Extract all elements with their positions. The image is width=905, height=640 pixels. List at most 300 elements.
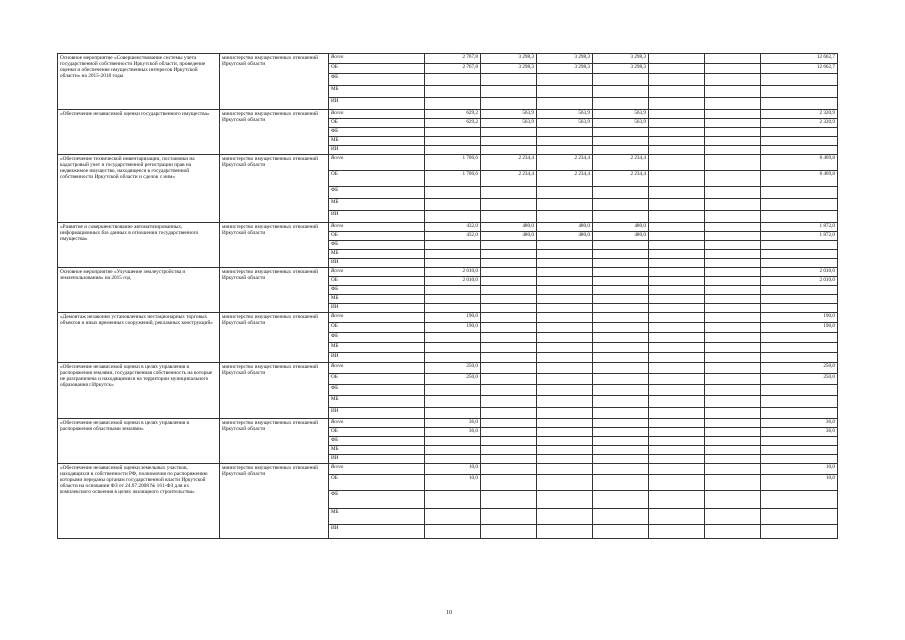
funding-source-cell: Всего (329, 223, 425, 232)
year-value-cell (649, 171, 705, 187)
year-value-cell (705, 211, 761, 223)
year-value-cell (649, 509, 705, 525)
year-value-cell: 190,0 (425, 323, 481, 333)
year-value-cell (481, 333, 537, 343)
year-value-cell (593, 446, 649, 455)
year-value-cell: 563,9 (481, 110, 537, 119)
total-value-cell (761, 295, 838, 304)
funding-source-cell: Всего (329, 268, 425, 277)
year-value-cell (705, 241, 761, 250)
year-value-cell (537, 491, 593, 509)
year-value-cell (537, 374, 593, 385)
year-value-cell (537, 250, 593, 259)
funding-source-cell: ОБ (329, 171, 425, 187)
year-value-cell (705, 419, 761, 428)
year-value-cell (537, 295, 593, 304)
total-value-cell (761, 333, 838, 343)
funding-source-cell: Всего (329, 363, 425, 374)
total-value-cell (761, 353, 838, 363)
funding-source-cell: Всего (329, 313, 425, 323)
year-value-cell: 480,0 (593, 223, 649, 232)
year-value-cell (705, 408, 761, 419)
funding-source-cell: Всего (329, 419, 425, 428)
total-value-cell (761, 128, 838, 137)
funding-source-cell: ОБ (329, 119, 425, 128)
year-value-cell (593, 455, 649, 464)
total-value-cell: 1 872,0 (761, 223, 838, 232)
year-value-cell (481, 199, 537, 211)
total-value-cell: 2 320,9 (761, 110, 838, 119)
year-value-cell (481, 86, 537, 98)
year-value-cell (649, 437, 705, 446)
funding-source-cell: ФБ (329, 74, 425, 86)
funding-source-cell: ОБ (329, 64, 425, 74)
year-value-cell (593, 437, 649, 446)
year-value-cell (481, 363, 537, 374)
year-value-cell (425, 137, 481, 146)
year-value-cell (705, 323, 761, 333)
total-value-cell: 8 469,8 (761, 155, 838, 171)
year-value-cell (593, 343, 649, 353)
year-value-cell (649, 363, 705, 374)
year-value-cell (705, 464, 761, 475)
executor-cell: министерство имущественных отношений Иркутской области (220, 54, 329, 110)
year-value-cell (537, 475, 593, 491)
activity-name-cell: «Обеспечение независимой оценки государственного имущества» (58, 110, 220, 155)
year-value-cell (481, 286, 537, 295)
total-value-cell (761, 146, 838, 155)
year-value-cell (537, 211, 593, 223)
funding-source-cell: МБ (329, 199, 425, 211)
year-value-cell: 36,0 (425, 419, 481, 428)
year-value-cell (537, 74, 593, 86)
total-value-cell: 190,0 (761, 323, 838, 333)
year-value-cell: 563,9 (537, 110, 593, 119)
table-row (58, 464, 838, 475)
year-value-cell (593, 396, 649, 408)
page-number: 10 (446, 610, 452, 616)
year-value-cell: 36,0 (425, 428, 481, 437)
year-value-cell (705, 385, 761, 396)
year-value-cell (649, 64, 705, 74)
year-value-cell (481, 385, 537, 396)
funding-source-cell: МБ (329, 86, 425, 98)
year-value-cell (481, 313, 537, 323)
year-value-cell: 10,0 (425, 464, 481, 475)
activity-name-cell: «Обеспечение независимой оценки в целях управления и распоряжения областными землями» (58, 419, 220, 464)
year-value-cell: 563,9 (537, 119, 593, 128)
year-value-cell (425, 437, 481, 446)
year-value-cell (593, 475, 649, 491)
year-value-cell (593, 323, 649, 333)
year-value-cell (537, 241, 593, 250)
year-value-cell (537, 363, 593, 374)
year-value-cell (425, 353, 481, 363)
year-value-cell (649, 491, 705, 509)
year-value-cell (593, 250, 649, 259)
year-value-cell (593, 86, 649, 98)
year-value-cell (649, 464, 705, 475)
funding-source-cell: МБ (329, 137, 425, 146)
year-value-cell (481, 128, 537, 137)
year-value-cell (705, 446, 761, 455)
year-value-cell (649, 374, 705, 385)
year-value-cell (705, 428, 761, 437)
year-value-cell (649, 455, 705, 464)
year-value-cell (537, 86, 593, 98)
funding-source-cell: Всего (329, 155, 425, 171)
year-value-cell (537, 146, 593, 155)
year-value-cell (537, 419, 593, 428)
budget-table (57, 53, 838, 539)
year-value-cell (705, 313, 761, 323)
total-value-cell: 2 320,9 (761, 119, 838, 128)
year-value-cell (481, 343, 537, 353)
year-value-cell (425, 146, 481, 155)
year-value-cell (649, 396, 705, 408)
year-value-cell (705, 509, 761, 525)
year-value-cell (425, 241, 481, 250)
year-value-cell (537, 437, 593, 446)
funding-source-cell: ФБ (329, 187, 425, 199)
year-value-cell (481, 259, 537, 268)
year-value-cell (649, 259, 705, 268)
year-value-cell (649, 128, 705, 137)
year-value-cell (425, 295, 481, 304)
total-value-cell: 36,0 (761, 419, 838, 428)
year-value-cell (481, 408, 537, 419)
year-value-cell (481, 475, 537, 491)
year-value-cell (705, 396, 761, 408)
year-value-cell (649, 295, 705, 304)
year-value-cell (593, 259, 649, 268)
funding-source-cell: ОБ (329, 232, 425, 241)
funding-source-cell: ФБ (329, 286, 425, 295)
year-value-cell (593, 199, 649, 211)
year-value-cell (649, 232, 705, 241)
total-value-cell (761, 509, 838, 525)
funding-source-cell: МБ (329, 396, 425, 408)
year-value-cell (705, 286, 761, 295)
year-value-cell (593, 146, 649, 155)
year-value-cell (425, 128, 481, 137)
year-value-cell (537, 199, 593, 211)
year-value-cell (649, 323, 705, 333)
year-value-cell (537, 304, 593, 313)
year-value-cell (649, 286, 705, 295)
year-value-cell (425, 286, 481, 295)
year-value-cell (649, 475, 705, 491)
year-value-cell (481, 455, 537, 464)
year-value-cell (537, 525, 593, 539)
funding-source-cell: МБ (329, 250, 425, 259)
year-value-cell (537, 464, 593, 475)
year-value-cell (593, 128, 649, 137)
year-value-cell (705, 333, 761, 343)
year-value-cell (481, 525, 537, 539)
year-value-cell: 250,0 (425, 363, 481, 374)
year-value-cell (481, 277, 537, 286)
executor-cell: министерство имущественных отношений Иркутской области (220, 268, 329, 313)
executor-cell: министерство имущественных отношений Иркутской области (220, 363, 329, 419)
funding-source-cell: ОБ (329, 277, 425, 286)
year-value-cell: 3 298,3 (481, 64, 537, 74)
year-value-cell (481, 211, 537, 223)
year-value-cell (537, 428, 593, 437)
total-value-cell: 12 662,7 (761, 54, 838, 64)
year-value-cell (593, 74, 649, 86)
year-value-cell (425, 74, 481, 86)
year-value-cell (705, 353, 761, 363)
total-value-cell: 2 010,0 (761, 268, 838, 277)
year-value-cell (537, 446, 593, 455)
year-value-cell (425, 509, 481, 525)
year-value-cell (705, 98, 761, 110)
total-value-cell (761, 187, 838, 199)
year-value-cell (481, 419, 537, 428)
executor-cell: министерство имущественных отношений Иркутской области (220, 419, 329, 464)
total-value-cell (761, 491, 838, 509)
year-value-cell (481, 491, 537, 509)
total-value-cell: 36,0 (761, 428, 838, 437)
year-value-cell (481, 437, 537, 446)
year-value-cell (537, 137, 593, 146)
year-value-cell (705, 119, 761, 128)
year-value-cell (649, 146, 705, 155)
year-value-cell (649, 86, 705, 98)
year-value-cell (425, 491, 481, 509)
year-value-cell (593, 408, 649, 419)
year-value-cell (649, 419, 705, 428)
year-value-cell (705, 110, 761, 119)
funding-source-cell: ИИ (329, 408, 425, 419)
year-value-cell (649, 110, 705, 119)
year-value-cell (705, 525, 761, 539)
year-value-cell (537, 313, 593, 323)
year-value-cell (705, 455, 761, 464)
activity-name-cell: «Развитие и совершенствование автоматизированных, информационных баз данных в отношении государственного имущества» (58, 223, 220, 268)
total-value-cell: 250,0 (761, 374, 838, 385)
year-value-cell (649, 241, 705, 250)
year-value-cell (705, 86, 761, 98)
year-value-cell: 2 010,0 (425, 268, 481, 277)
year-value-cell (593, 277, 649, 286)
year-value-cell (593, 187, 649, 199)
total-value-cell: 250,0 (761, 363, 838, 374)
year-value-cell (481, 509, 537, 525)
year-value-cell (481, 446, 537, 455)
year-value-cell (649, 250, 705, 259)
year-value-cell (649, 525, 705, 539)
year-value-cell (425, 408, 481, 419)
funding-source-cell: ОБ (329, 428, 425, 437)
year-value-cell: 563,9 (593, 119, 649, 128)
year-value-cell (649, 223, 705, 232)
activity-name-cell: Основное мероприятие «Совершенствование системы учета государственной собственности Иркутской области, проведение оценки и обеспечение имущественных интересов Иркутской области» на 2015-2018 годы (58, 54, 220, 110)
total-value-cell (761, 286, 838, 295)
year-value-cell (593, 241, 649, 250)
year-value-cell (649, 268, 705, 277)
year-value-cell (649, 408, 705, 419)
funding-source-cell: ИИ (329, 259, 425, 268)
total-value-cell (761, 86, 838, 98)
year-value-cell (649, 119, 705, 128)
year-value-cell (593, 363, 649, 374)
total-value-cell (761, 446, 838, 455)
year-value-cell (537, 259, 593, 268)
year-value-cell: 2 767,8 (425, 64, 481, 74)
table-row (58, 54, 838, 64)
year-value-cell (593, 385, 649, 396)
year-value-cell (537, 268, 593, 277)
year-value-cell (705, 199, 761, 211)
year-value-cell (537, 187, 593, 199)
year-value-cell (705, 491, 761, 509)
funding-source-cell: ИИ (329, 211, 425, 223)
table-row (58, 155, 838, 171)
year-value-cell (705, 128, 761, 137)
activity-name-cell: «Обеспечение независимой оценки земельных участков, находящихся в собственности РФ, полномочия по распоряжению которыми переданы органам государственной власти Иркутской области на основании ФЗ от 24.07.2008 № 161-ФЗ для их комплексного освоения в целях жилищного строительства» (58, 464, 220, 539)
year-value-cell (705, 277, 761, 286)
year-value-cell (593, 98, 649, 110)
year-value-cell (537, 323, 593, 333)
total-value-cell (761, 455, 838, 464)
year-value-cell (649, 428, 705, 437)
year-value-cell (649, 98, 705, 110)
year-value-cell (705, 268, 761, 277)
funding-source-cell: ФБ (329, 128, 425, 137)
total-value-cell (761, 385, 838, 396)
funding-source-cell: ФБ (329, 385, 425, 396)
funding-source-cell: Всего (329, 54, 425, 64)
year-value-cell (593, 333, 649, 343)
year-value-cell (537, 455, 593, 464)
year-value-cell (649, 199, 705, 211)
total-value-cell: 12 662,7 (761, 64, 838, 74)
year-value-cell (425, 211, 481, 223)
funding-source-cell: ИИ (329, 304, 425, 313)
year-value-cell (705, 304, 761, 313)
year-value-cell: 3 298,3 (537, 64, 593, 74)
year-value-cell (649, 155, 705, 171)
year-value-cell (481, 464, 537, 475)
funding-source-cell: ОБ (329, 374, 425, 385)
funding-source-cell: ИИ (329, 525, 425, 539)
year-value-cell (705, 232, 761, 241)
year-value-cell: 2 767,8 (425, 54, 481, 64)
year-value-cell (649, 137, 705, 146)
year-value-cell (705, 146, 761, 155)
year-value-cell (593, 509, 649, 525)
funding-source-cell: ИИ (329, 353, 425, 363)
year-value-cell (593, 304, 649, 313)
year-value-cell: 2 234,4 (593, 171, 649, 187)
year-value-cell (593, 419, 649, 428)
table-row (58, 363, 838, 374)
table-row (58, 313, 838, 323)
total-value-cell (761, 137, 838, 146)
year-value-cell: 10,0 (425, 475, 481, 491)
year-value-cell (425, 385, 481, 396)
year-value-cell: 250,0 (425, 374, 481, 385)
funding-source-cell: ФБ (329, 491, 425, 509)
year-value-cell (593, 313, 649, 323)
year-value-cell (481, 353, 537, 363)
year-value-cell (649, 304, 705, 313)
year-value-cell: 1 706,6 (425, 171, 481, 187)
year-value-cell (425, 396, 481, 408)
year-value-cell (649, 277, 705, 286)
activity-name-cell: «Демонтаж незаконно установленных нестационарных торговых объектов и иных временных сооружений, рекламных конструкций» (58, 313, 220, 363)
funding-source-cell: МБ (329, 343, 425, 353)
year-value-cell (425, 259, 481, 268)
executor-cell: министерство имущественных отношений Иркутской области (220, 464, 329, 539)
table-row (58, 419, 838, 428)
year-value-cell (481, 74, 537, 86)
year-value-cell (425, 333, 481, 343)
total-value-cell (761, 74, 838, 86)
funding-source-cell: ОБ (329, 323, 425, 333)
year-value-cell: 480,0 (537, 223, 593, 232)
total-value-cell: 2 010,0 (761, 277, 838, 286)
year-value-cell (425, 455, 481, 464)
funding-source-cell: Всего (329, 110, 425, 119)
year-value-cell (425, 199, 481, 211)
year-value-cell: 2 010,0 (425, 277, 481, 286)
funding-source-cell: ОБ (329, 475, 425, 491)
activity-name-cell: «Обеспечение независимой оценки в целях управления и распоряжения землями, государственная собственность на которые не разграничена и находящимися на территории муниципального образования г.Иркутск» (58, 363, 220, 419)
funding-source-cell: МБ (329, 446, 425, 455)
total-value-cell: 190,0 (761, 313, 838, 323)
year-value-cell (425, 250, 481, 259)
year-value-cell (705, 74, 761, 86)
year-value-cell (425, 343, 481, 353)
funding-source-cell: ИИ (329, 455, 425, 464)
year-value-cell (481, 295, 537, 304)
funding-source-cell: Всего (329, 464, 425, 475)
funding-source-cell: ФБ (329, 241, 425, 250)
executor-cell: министерство имущественных отношений Иркутской области (220, 223, 329, 268)
funding-source-cell: ИИ (329, 98, 425, 110)
year-value-cell: 480,0 (593, 232, 649, 241)
year-value-cell (593, 211, 649, 223)
year-value-cell (537, 128, 593, 137)
total-value-cell (761, 259, 838, 268)
year-value-cell (705, 343, 761, 353)
year-value-cell (425, 525, 481, 539)
year-value-cell: 3 298,3 (481, 54, 537, 64)
year-value-cell (593, 428, 649, 437)
year-value-cell: 2 234,4 (537, 171, 593, 187)
funding-source-cell: ФБ (329, 333, 425, 343)
document-page (57, 53, 837, 539)
year-value-cell (705, 155, 761, 171)
year-value-cell (705, 295, 761, 304)
year-value-cell (537, 353, 593, 363)
total-value-cell (761, 211, 838, 223)
year-value-cell (705, 363, 761, 374)
year-value-cell: 563,9 (593, 110, 649, 119)
year-value-cell: 2 234,4 (593, 155, 649, 171)
year-value-cell: 3 298,3 (593, 54, 649, 64)
year-value-cell (537, 408, 593, 419)
year-value-cell (705, 250, 761, 259)
table-row (58, 110, 838, 119)
total-value-cell (761, 199, 838, 211)
year-value-cell: 3 298,3 (593, 64, 649, 74)
year-value-cell: 480,0 (481, 223, 537, 232)
funding-source-cell: МБ (329, 295, 425, 304)
